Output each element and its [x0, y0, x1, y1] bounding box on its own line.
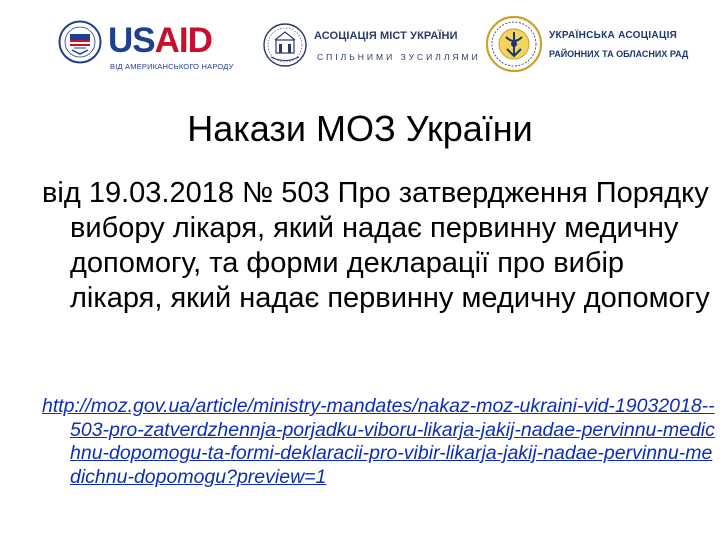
order-link[interactable]: http://moz.gov.ua/article/ministry-mandates/nakaz-moz-ukraini-vid-19032018--503-pro-zatverdzhennja-porjadku-viboru-likarja-jakij-nadae-pervinnu-medichnu-dopomogu-ta-formi-deklaracii-pro-vibir-likarja-jakij-nadae-pervinnu-medichnu-dopomogu?preview=1: [42, 395, 715, 488]
amu-name: АСОЦІАЦІЯ МІСТ УКРАЇНИ: [314, 30, 458, 42]
order-description: від 19.03.2018 № 503 Про затвердження Порядку вибору лікаря, який надає первинну медичну допомогу, та форми декларації про вибір лікаря, який надає первинну медичну допомогу: [42, 177, 710, 314]
uarr-logo: [485, 15, 695, 75]
amu-emblem-icon: [262, 22, 308, 68]
logo-bar: [0, 0, 720, 90]
uarr-name-line2: РАЙОННИХ ТА ОБЛАСНИХ РАД: [549, 49, 689, 59]
uarr-emblem-icon: [485, 15, 543, 73]
usaid-wordmark-aid: AID: [154, 21, 212, 60]
usaid-wordmark: [108, 22, 212, 60]
usaid-tagline: ВІД АМЕРИКАНСЬКОГО НАРОДУ: [110, 62, 234, 71]
uarr-name-line1: УКРАЇНСЬКА АСОЦІАЦІЯ: [549, 30, 678, 41]
amu-motto: СПІЛЬНИМИ ЗУСИЛЛЯМИ: [317, 52, 481, 62]
amu-logo: [262, 22, 481, 70]
slide-title: Накази МОЗ України: [187, 108, 533, 149]
usaid-seal-icon: [58, 20, 102, 64]
usaid-logo: [58, 20, 234, 72]
usaid-wordmark-us: US: [108, 21, 155, 60]
